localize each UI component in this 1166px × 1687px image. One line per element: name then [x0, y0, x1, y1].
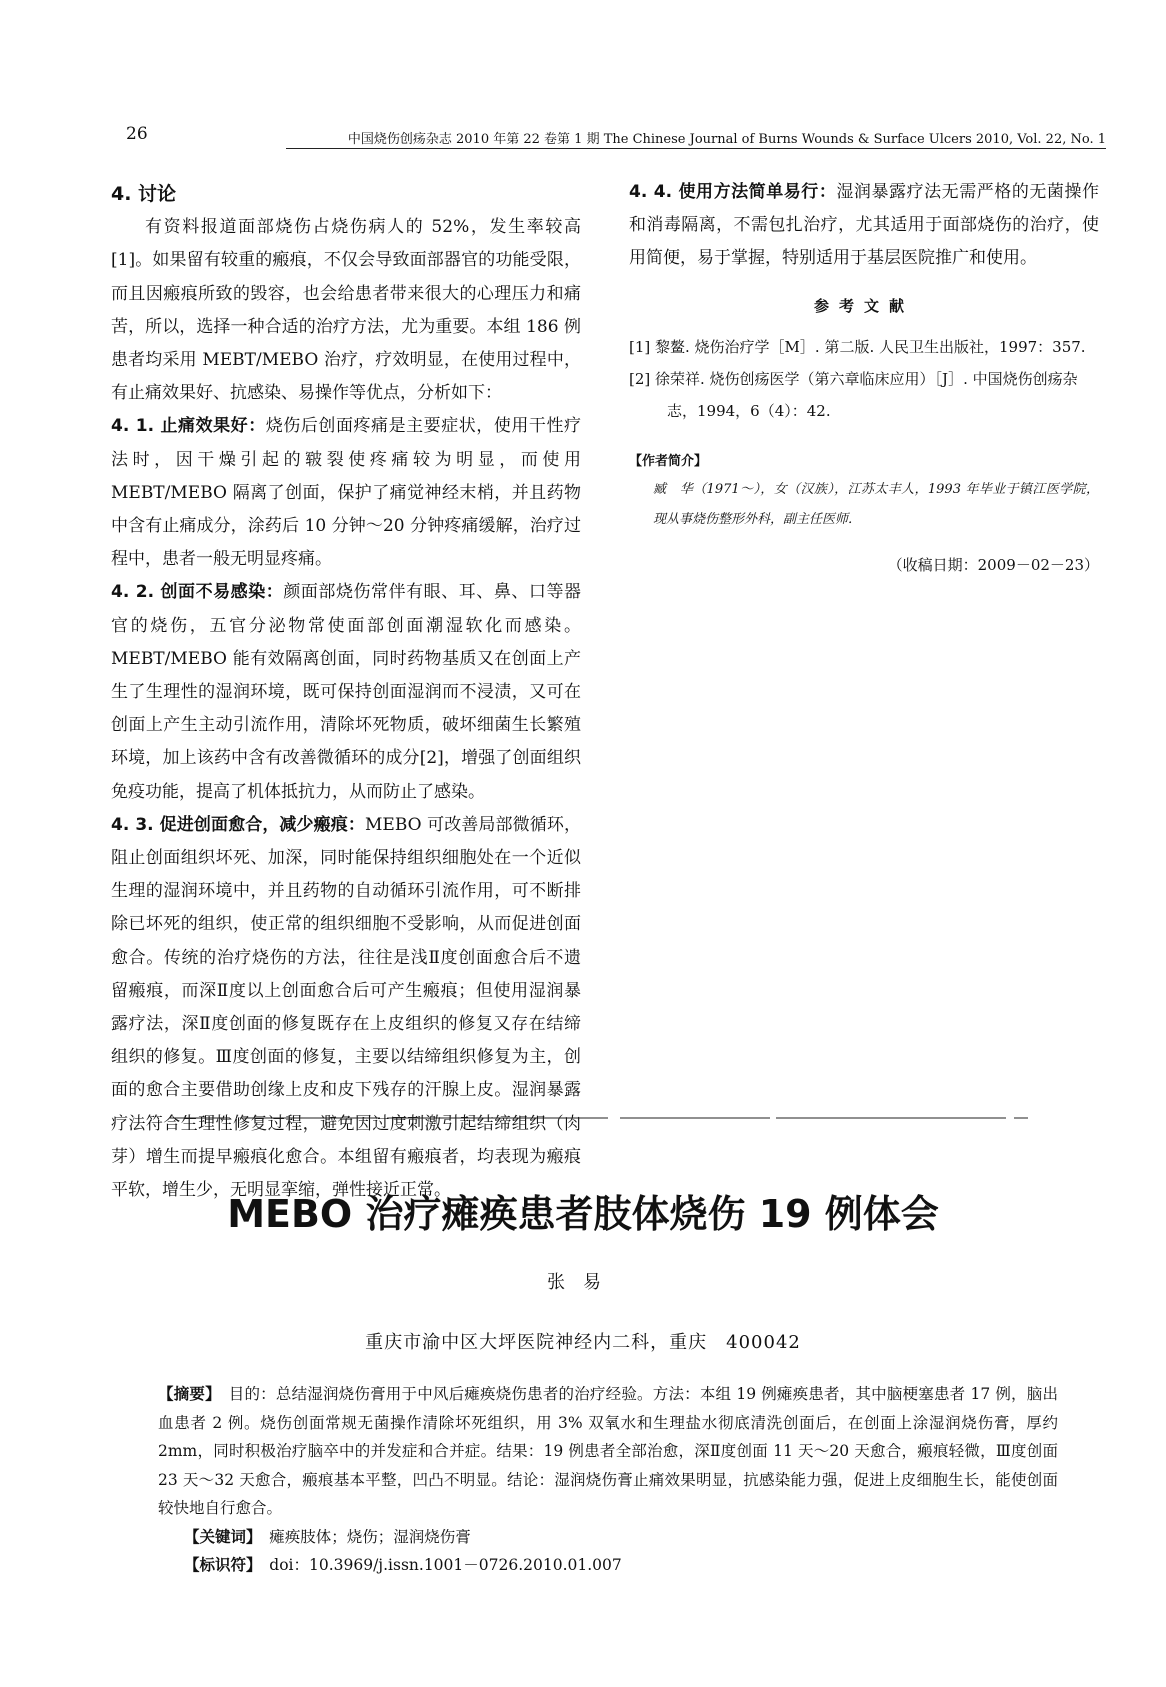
received-date: （收稿日期：2009－02－23） [887, 555, 1099, 574]
keywords-text: 瘫痪肢体；烧伤；湿润烧伤膏 [269, 1527, 471, 1546]
discussion-intro: 有资料报道面部烧伤占烧伤病人的 52%，发生率较高[1]。如果留有较重的瘢痕，不仅会导致面部器官的功能受限，而且因瘢痕所致的毁容，也会给患者带来很大的心理压力和痛苦，所以，选择一种合适的治疗方法，尤为重要。本组 186 例患者均采用 MEBT/MEBO 治疗，疗效明显，在使用过程中，有止痛效果好、抗感染、易操作等优点，分析如下： [111, 217, 581, 404]
section-4-1 [111, 410, 581, 576]
abstract [158, 1380, 1058, 1523]
section-4-1-text: 烧伤后创面疼痛是主要症状，使用干性疗法时，因干燥引起的皲裂使疼痛较为明显，而使用 MEBT/MEBO 隔离了创面，保护了痛觉神经末梢，并且药物中含有止痛成分，涂药后 10 分钟～20 分钟疼痛缓解，治疗过程中，患者一般无明显疼痛。 [111, 416, 581, 570]
section-4-4-text: 湿润暴露疗法无需严格的无菌操作和消毒隔离，不需包扎治疗，尤其适用于面部烧伤的治疗，使用简便，易于掌握，特别适用于基层医院推广和使用。 [629, 182, 1099, 269]
section-4-2-text: 颜面部烧伤常伴有眼、耳、鼻、口等器官的烧伤，五官分泌物常使面部创面潮湿软化而感染。MEBT/MEBO 能有效隔离创面，同时药物基质又在创面上产生了生理性的湿润环境，既可保持创面湿润而不浸渍，又可在创面上产生主动引流作用，清除坏死物质，破坏细菌生长繁殖环境，加上该药中含有改善微循环的成分[2]，增强了创面组织免疫功能，提高了机体抵抗力，从而防止了感染。 [111, 582, 582, 802]
section-4-3-text: MEBO 可改善局部微循环，阻止创面组织坏死、加深，同时能保持组织细胞处在一个近似生理的湿润环境中，并且药物的自动循环引流作用，可不断排除已坏死的组织，使正常的组织细胞不受影响，从而促进创面愈合。传统的治疗烧伤的方法，往往是浅Ⅱ度创面愈合后不遗留瘢痕，而深Ⅱ度以上创面愈合后可产生瘢痕；但使用湿润暴露疗法，深Ⅱ度创面的修复既存在上皮组织的修复又存在结缔组织的修复。Ⅲ度创面的修复，主要以结缔组织修复为主，创面的愈合主要借助创缘上皮和皮下残存的汗腺上皮。湿润暴露疗法符合生理性修复过程，避免因过度刺激引起结缔组织（肉芽）增生而提早瘢痕化愈合。本组留有瘢痕者，均表现为瘢痕平软，增生少，无明显挛缩，弹性接近正常。 [111, 814, 581, 1201]
section-4-2-title: 4. 2. 创面不易感染： [111, 582, 284, 603]
running-head: 中国烧伤创疡杂志 2010 年第 22 卷第 1 期 The Chinese Journal of Burns Wounds & Surface Ulcers 2010, Vol. 22, No. 1 [347, 132, 1106, 147]
page-number: 26 [126, 124, 148, 144]
keywords [158, 1523, 1058, 1552]
reference-item: [2] 徐荣祥. 烧伤创疡医学（第六章临床应用）［J］. 中国烧伤创疡杂志，1994，6（4）：42. [629, 369, 1078, 420]
left-column [111, 178, 581, 1207]
doi [158, 1551, 1058, 1580]
reference-item: [1] 黎鳌. 烧伤治疗学［M］. 第二版. 人民卫生出版社，1997：357. [629, 337, 1086, 356]
header-rule [286, 148, 1106, 149]
article-divider [170, 1117, 1028, 1119]
keywords-label: 【关键词】 [184, 1527, 254, 1546]
section-4-3 [111, 809, 581, 1207]
section-4-3-title: 4. 3. 促进创面愈合，减少瘢痕： [111, 814, 365, 835]
article-affiliation: 重庆市渝中区大坪医院神经内二科，重庆 400042 [365, 1332, 801, 1353]
section-4-4-title: 4. 4. 使用方法简单易行： [629, 182, 837, 202]
author-info-text: 臧 华（1971～），女（汉族），江苏太丰人，1993 年毕业于镇江医学院，现从事烧伤整形外科，副主任医师． [653, 481, 1099, 527]
section-4-4 [629, 176, 1099, 276]
section-4-2 [111, 576, 581, 808]
abstract-block [158, 1380, 1058, 1580]
discussion-heading: 4. 讨论 [111, 183, 177, 205]
abstract-text: 目的：总结湿润烧伤膏用于中风后瘫痪烧伤患者的治疗经验。方法：本组 19 例瘫痪患者，其中脑梗塞患者 17 例，脑出血患者 2 例。烧伤创面常规无菌操作清除坏死组织，用 3% 双氧水和生理盐水彻底清洗创面后，在创面上涂湿润烧伤膏，厚约 2mm，同时积极治疗脑卒中的并发症和合并症。结果：19 例患者全部治愈，深Ⅱ度创面 11 天～20 天愈合，瘢痕轻微，Ⅲ度创面 23 天～32 天愈合，瘢痕基本平整，凹凸不明显。结论：湿润烧伤膏止痛效果明显，抗感染能力强，促进上皮细胞生长，能使创面较快地自行愈合。 [158, 1385, 1058, 1517]
references-heading: 参考文献 [813, 296, 914, 315]
article-title: MEBO 治疗瘫痪患者肢体烧伤 19 例体会 [227, 1192, 939, 1236]
doi-label: 【标识符】 [184, 1556, 254, 1574]
section-4-1-title: 4. 1. 止痛效果好： [111, 416, 266, 437]
author-info-heading: 【作者简介】 [629, 453, 708, 469]
doi-text: doi：10.3969/j.issn.1001－0726.2010.01.007 [269, 1556, 622, 1574]
abstract-label: 【摘要】 [158, 1385, 214, 1403]
right-column [629, 176, 1099, 582]
page-header [126, 124, 1106, 148]
article-author: 张易 [547, 1272, 619, 1293]
